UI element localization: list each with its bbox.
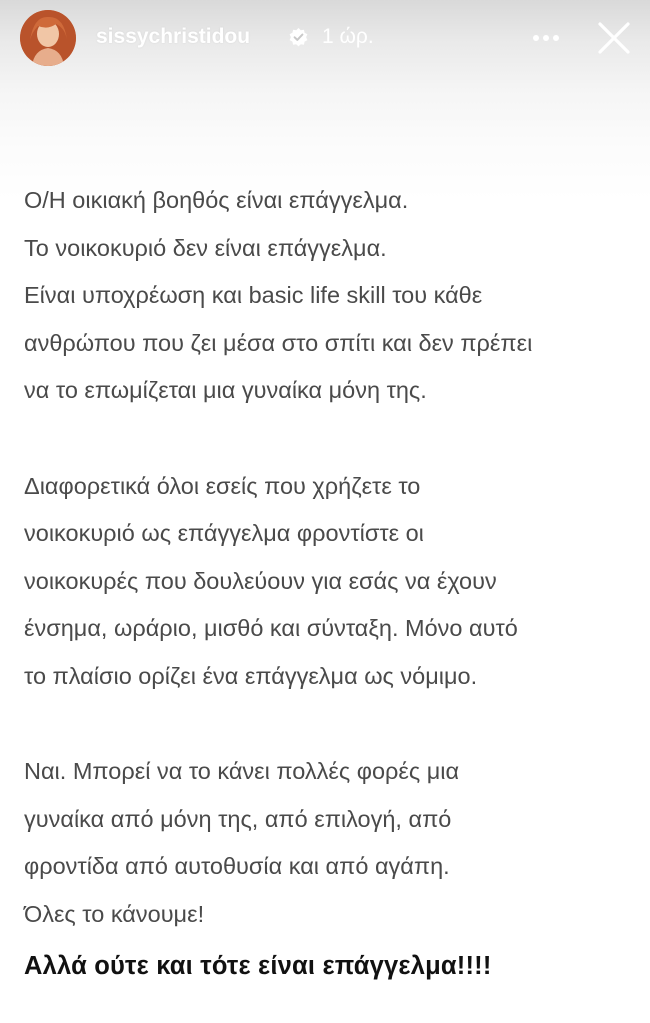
avatar[interactable] (20, 10, 76, 66)
text-line: νοικοκυρές που δουλεύουν για εσάς να έχουν (24, 567, 497, 594)
text-line: γυναίκα από μόνη της, από επιλογή, από (24, 805, 452, 832)
paragraph-gap (24, 415, 634, 463)
story-text (24, 177, 634, 938)
text-line: Όλες το κάνουμε! (24, 900, 205, 927)
emphasis-line: Αλλά ούτε και τότε είναι επάγγελμα!!!! (24, 952, 492, 980)
text-line: ανθρώπου που ζει μέσα στο σπίτι και δεν πρέπει (24, 329, 533, 356)
text-line: νοικοκυριό ως επάγγελμα φροντίστε οι (24, 520, 424, 546)
text-line: Ναι. Μπορεί να το κάνει πολλές φορές μια (24, 758, 460, 784)
paragraph-2 (24, 463, 634, 701)
text-line: να το επωμίζεται μια γυναίκα μόνη της. (24, 377, 427, 403)
paragraph-3 (24, 748, 634, 938)
verified-badge-icon (288, 27, 309, 48)
text-line: Το νοικοκυριό δεν είναι επάγγελμα. (24, 234, 387, 261)
paragraph-1 (24, 177, 634, 415)
text-line: το πλαίσιο ορίζει ένα επάγγελμα ως νόμιμο. (24, 662, 478, 689)
text-line: Είναι υποχρέωση και basic life skill του κάθε (24, 282, 483, 308)
story-time: 1 ώρ. (322, 25, 374, 48)
text-line: Διαφορετικά όλοι εσείς που χρήζετε το (24, 472, 421, 499)
paragraph-gap (24, 700, 634, 748)
more-dots-icon[interactable] (528, 26, 564, 50)
text-line: ένσημα, ωράριο, μισθό και σύνταξη. Μόνο αυτό (24, 615, 518, 641)
close-icon[interactable] (596, 20, 632, 56)
story-header (0, 0, 650, 80)
text-line: φροντίδα από αυτοθυσία και από αγάπη. (24, 853, 450, 879)
text-line: Ο/Η οικιακή βοηθός είναι επάγγελμα. (24, 187, 409, 213)
story-username[interactable]: sissychristidou (96, 25, 251, 48)
